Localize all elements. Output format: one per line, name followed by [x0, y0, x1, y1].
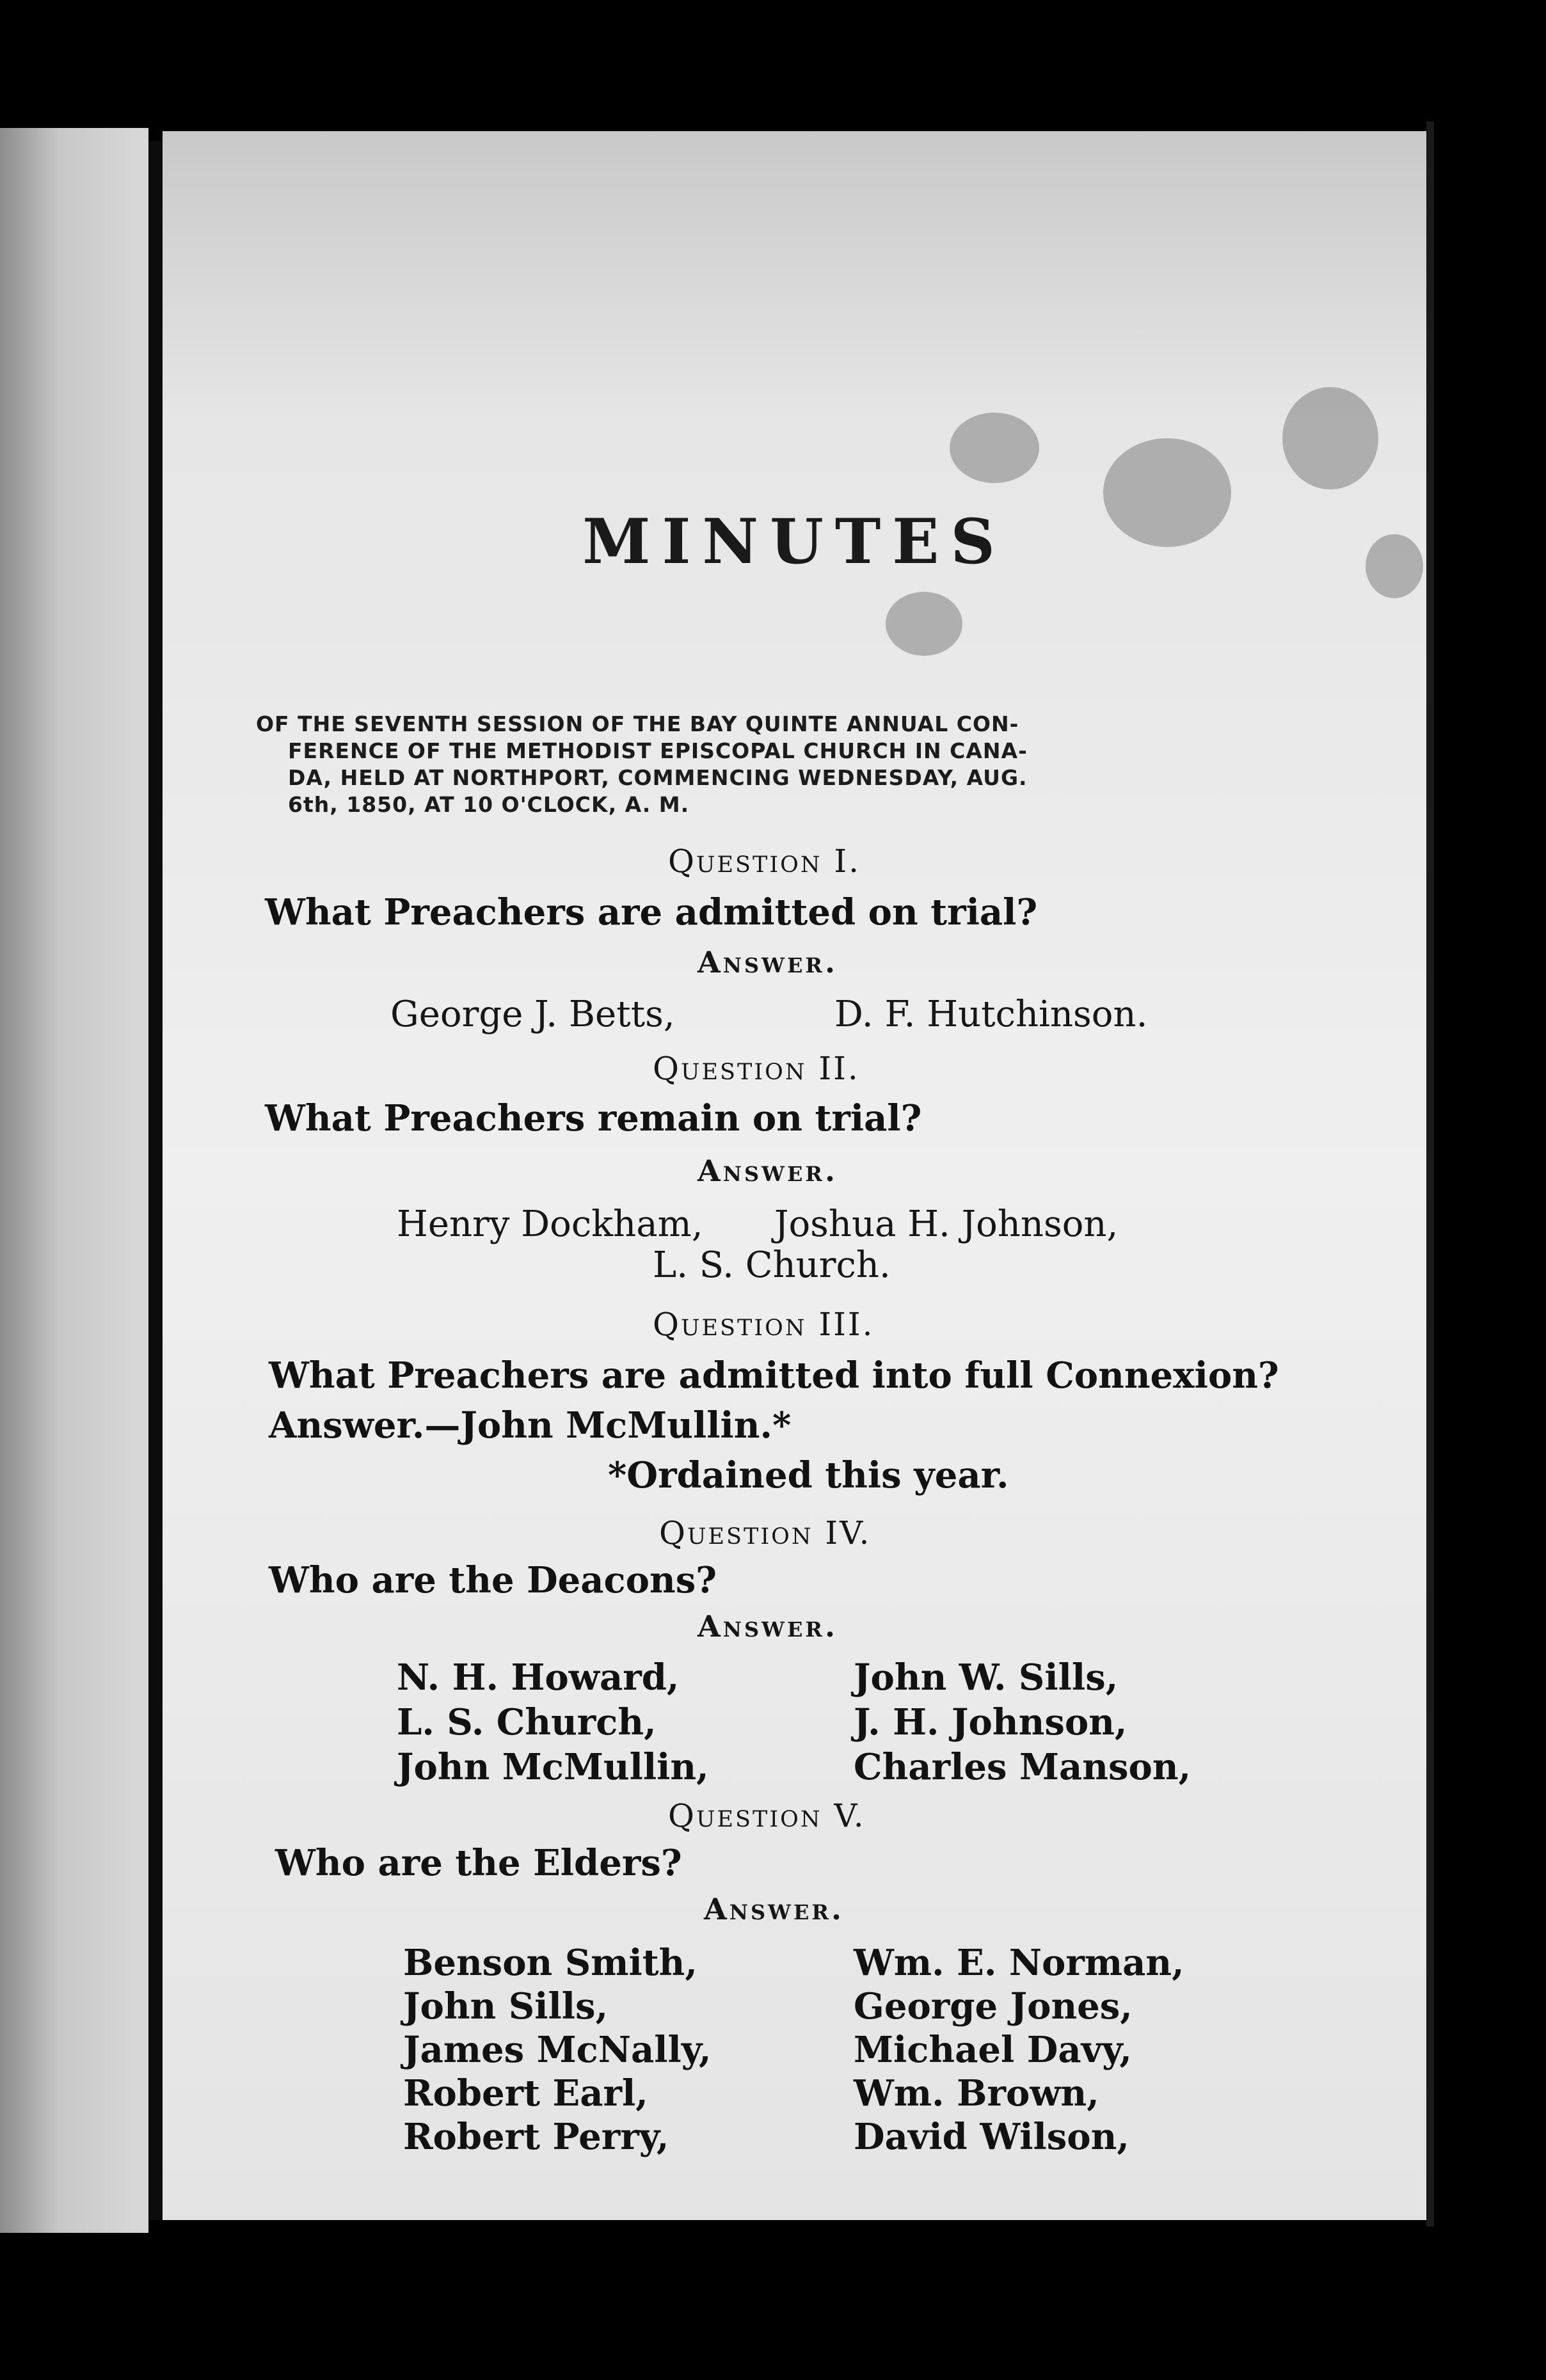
preacher-name: Henry Dockham, — [397, 1203, 703, 1245]
elder-name: Wm. E. Norman, — [854, 1942, 1184, 1984]
question-heading: Question V. — [668, 1797, 866, 1834]
intro-line: FERENCE OF THE METHODIST EPISCOPAL CHURCH IN CANA- — [288, 738, 1028, 763]
deacon-name: John W. Sills, — [854, 1656, 1119, 1699]
footnote: *Ordained this year. — [608, 1454, 1009, 1496]
answer-label: Answer. — [697, 1154, 838, 1188]
question-text: What Preachers remain on trial? — [265, 1097, 922, 1139]
preacher-name: L. S. Church. — [653, 1244, 891, 1286]
page-edge-shadow — [1426, 122, 1434, 2226]
question-text: What Preachers are admitted on trial? — [265, 891, 1038, 933]
page-title: MINUTES — [582, 505, 1007, 578]
intro-line: DA, HELD AT NORTHPORT, COMMENCING WEDNESDAY, AUG. — [288, 765, 1028, 790]
answer-label: Answer. — [704, 1892, 844, 1926]
elder-name: James McNally, — [403, 2029, 712, 2071]
question-heading: Question II. — [653, 1050, 860, 1087]
question-text: What Preachers are admitted into full Connexion? — [269, 1354, 1279, 1397]
page-text — [163, 131, 1426, 2220]
elder-name: David Wilson, — [854, 2116, 1129, 2158]
question-text: Who are the Deacons? — [269, 1559, 717, 1601]
facing-page-edge — [0, 128, 148, 2233]
elder-name: Robert Earl, — [403, 2072, 648, 2114]
preacher-name: Joshua H. Johnson, — [774, 1203, 1119, 1245]
deacon-name: Charles Manson, — [854, 1746, 1191, 1788]
elder-name: George Jones, — [854, 1985, 1133, 2027]
answer-label: Answer. — [697, 945, 838, 980]
preacher-name: George J. Betts, — [390, 994, 675, 1035]
elder-name: Benson Smith, — [403, 1942, 697, 1984]
intro-line: 6th, 1850, AT 10 O'CLOCK, A. M. — [288, 792, 690, 817]
elder-name: Wm. Brown, — [854, 2072, 1099, 2114]
preacher-name: D. F. Hutchinson. — [834, 994, 1148, 1035]
book-gutter — [148, 141, 163, 2220]
question-heading: Question IV. — [659, 1514, 872, 1551]
answer-text: Answer.—John McMullin.* — [269, 1404, 792, 1447]
answer-label: Answer. — [697, 1609, 838, 1644]
question-heading: Question I. — [668, 843, 861, 880]
intro-line: OF THE SEVENTH SESSION OF THE BAY QUINTE ANNUAL CON- — [256, 711, 1019, 736]
deacon-name: L. S. Church, — [397, 1701, 657, 1743]
deacon-name: J. H. Johnson, — [854, 1701, 1128, 1743]
question-text: Who are the Elders? — [275, 1842, 682, 1884]
deacon-name: John McMullin, — [397, 1746, 709, 1788]
deacon-name: N. H. Howard, — [397, 1656, 680, 1699]
book-page — [163, 131, 1426, 2220]
elder-name: John Sills, — [403, 1985, 609, 2027]
elder-name: Michael Davy, — [854, 2029, 1132, 2071]
elder-name: Robert Perry, — [403, 2116, 669, 2158]
question-heading: Question III. — [653, 1306, 875, 1343]
